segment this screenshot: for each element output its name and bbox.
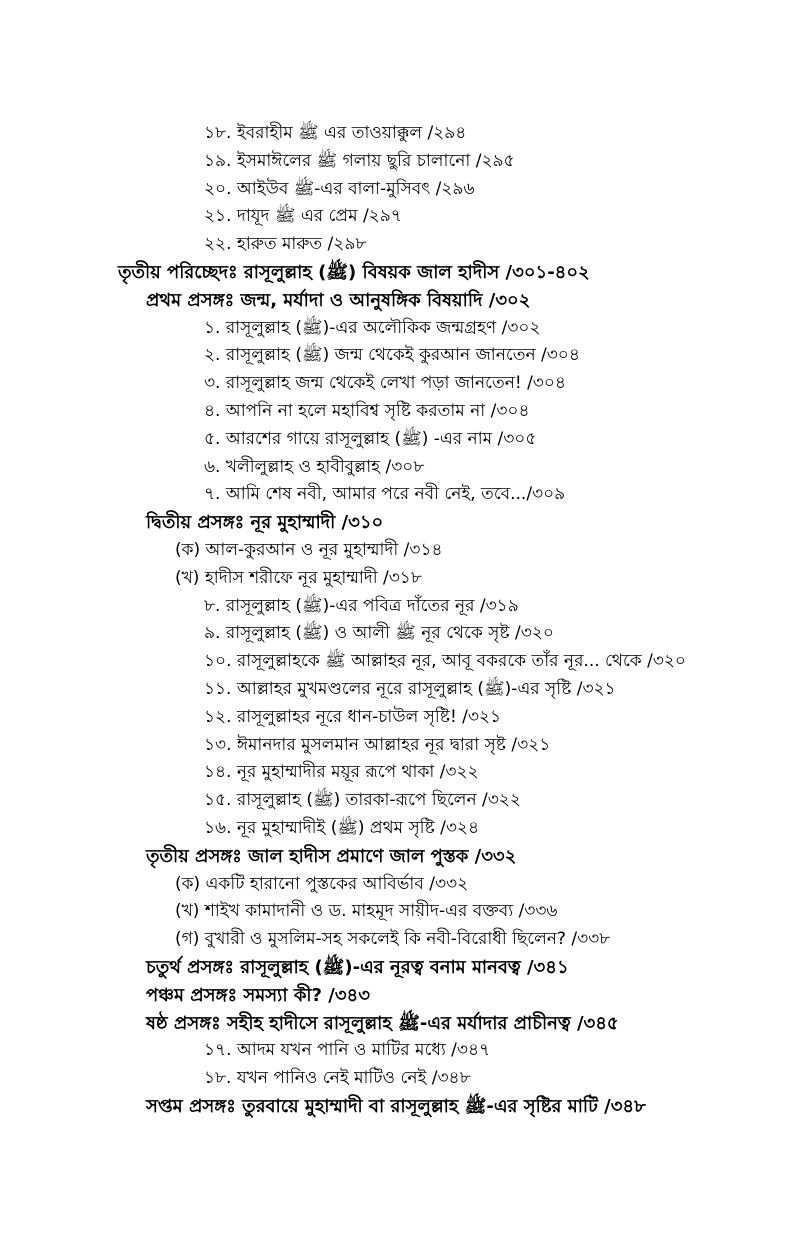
section-heading: চতুর্থ প্রসঙ্গঃ রাসূলুল্লাহ (ﷺ)-এর নূরত্ব বনাম মানবত্ব /৩৪১ [146,956,569,978]
toc-subsection: (ক) আল-কুরআন ও নূর মুহাম্মাদী /৩১৪ [175,539,443,560]
toc-entry: ১৮. ইবরাহীম ﷺ এর তাওয়াক্কুল /২৯৪ [204,123,467,143]
toc-entry: ২১. দাযূদ ﷺ এর প্রেম /২৯৭ [204,206,402,227]
toc-entry: ৭. আমি শেষ নবী, আমার পরে নবী নেই, তবে.../৩০৯ [204,484,566,505]
toc-entry: ৯. রাসূলুল্লাহ (ﷺ) ও আলী ﷺ নূর থেকে সৃষ্ট /৩২০ [204,623,554,644]
toc-entry: ৩. রাসূলুল্লাহ জন্ম থেকেই লেখা পড়া জানতেন! /৩০৪ [204,373,566,394]
table-of-contents [0,120,800,1121]
toc-entry: ১০. রাসূলুল্লাহকে ﷺ আল্লাহর নূর, আবূ বকরকে তাঁর নূর... থেকে /৩২০ [204,651,686,672]
toc-subsection: (খ) শাইখ কামাদানী ও ড. মাহমূদ সায়ীদ-এর বক্তব্য /৩৩৬ [175,901,558,922]
toc-entry: ২০. আইউব ﷺ-এর বালা-মুসিবৎ /২৯৬ [204,178,475,199]
toc-subsection: (খ) হাদীস শরীফে নূর মুহাম্মাদী /৩১৮ [175,567,422,588]
toc-entry: ৮. রাসূলুল্লাহ (ﷺ)-এর পবিত্র দাঁতের নূর /৩১৯ [204,595,519,616]
toc-entry: ১৮. যখন পানিও নেই মাটিও নেই /৩৪৮ [204,1068,471,1089]
section-heading: পঞ্চম প্রসঙ্গঃ সমস্যা কী? /৩৪৩ [146,984,370,1006]
toc-entry: ১৪. নূর মুহাম্মাদীর ময়ূর রূপে থাকা /৩২২ [204,762,479,783]
section-heading: সপ্তম প্রসঙ্গঃ তুরবায়ে মুহাম্মাদী বা রাসূলুল্লাহ ﷺ-এর সৃষ্টির মাটি /৩৪৮ [146,1095,646,1117]
toc-entry: ৫. আরশের গায়ে রাসূলুল্লাহ (ﷺ) -এর নাম /৩০৫ [204,428,537,449]
toc-entry: ২২. হারুত মারুত /২৯৮ [204,234,367,255]
toc-entry: ৪. আপনি না হলে মহাবিশ্ব সৃষ্টি করতাম না /৩০৪ [204,400,530,421]
toc-entry: ৬. খলীলুল্লাহ ও হাবীবুল্লাহ /৩০৮ [204,456,425,477]
toc-entry: ১৭. আদম যখন পানি ও মাটির মধ্যে /৩৪৭ [204,1040,491,1061]
toc-entry: ১২. রাসূলুল্লাহর নূরে ধান-চাউল সৃষ্টি! /৩২১ [204,706,502,727]
toc-entry: ২. রাসূলুল্লাহ (ﷺ) জন্ম থেকেই কুরআন জানতেন /৩০৪ [204,345,580,366]
toc-entry: ১৯. ইসমাঈলের ﷺ গলায় ছুরি চালানো /২৯৫ [204,150,515,171]
toc-entry: ১৬. নূর মুহাম্মাদীই (ﷺ) প্রথম সৃষ্টি /৩২৪ [204,817,480,838]
toc-entry: ১৩. ঈমানদার মুসলমান আল্লাহর নূর দ্বারা সৃষ্ট /৩২১ [204,734,551,755]
toc-subsection: (গ) বুখারী ও মুসলিম-সহ সকলেই কি নবী-বিরোধী ছিলেন? /৩৩৮ [175,929,611,950]
toc-entry: ১৫. রাসূলুল্লাহ (ﷺ) তারকা-রূপে ছিলেন /৩২২ [204,790,521,811]
chapter-heading: তৃতীয় পরিচ্ছেদঃ রাসূলুল্লাহ (ﷺ) বিষয়ক জাল হাদীস /৩০১-৪০২ [118,261,590,283]
section-heading: দ্বিতীয় প্রসঙ্গঃ নূর মুহাম্মাদী /৩১০ [146,512,384,534]
section-heading: ষষ্ঠ প্রসঙ্গঃ সহীহ হাদীসে রাসূলুল্লাহ ﷺ-এর মর্যাদার প্রাচীনত্ব /৩৪৫ [146,1012,619,1034]
toc-subsection: (ক) একটি হারানো পুস্তকের আবির্ভাব /৩৩২ [175,873,469,894]
toc-entry: ১. রাসূলুল্লাহ (ﷺ)-এর অলৌকিক জন্মগ্রহণ /৩০২ [204,317,541,338]
section-heading: প্রথম প্রসঙ্গঃ জন্ম, মর্যাদা ও আনুষঙ্গিক বিষয়াদি /৩০২ [146,289,531,311]
section-heading: তৃতীয় প্রসঙ্গঃ জাল হাদীস প্রমাণে জাল পুস্তক /৩৩২ [146,845,517,867]
toc-entry: ১১. আল্লাহর মুখমণ্ডলের নূরে রাসূলুল্লাহ (ﷺ)-এর সৃষ্টি /৩২১ [204,678,616,699]
